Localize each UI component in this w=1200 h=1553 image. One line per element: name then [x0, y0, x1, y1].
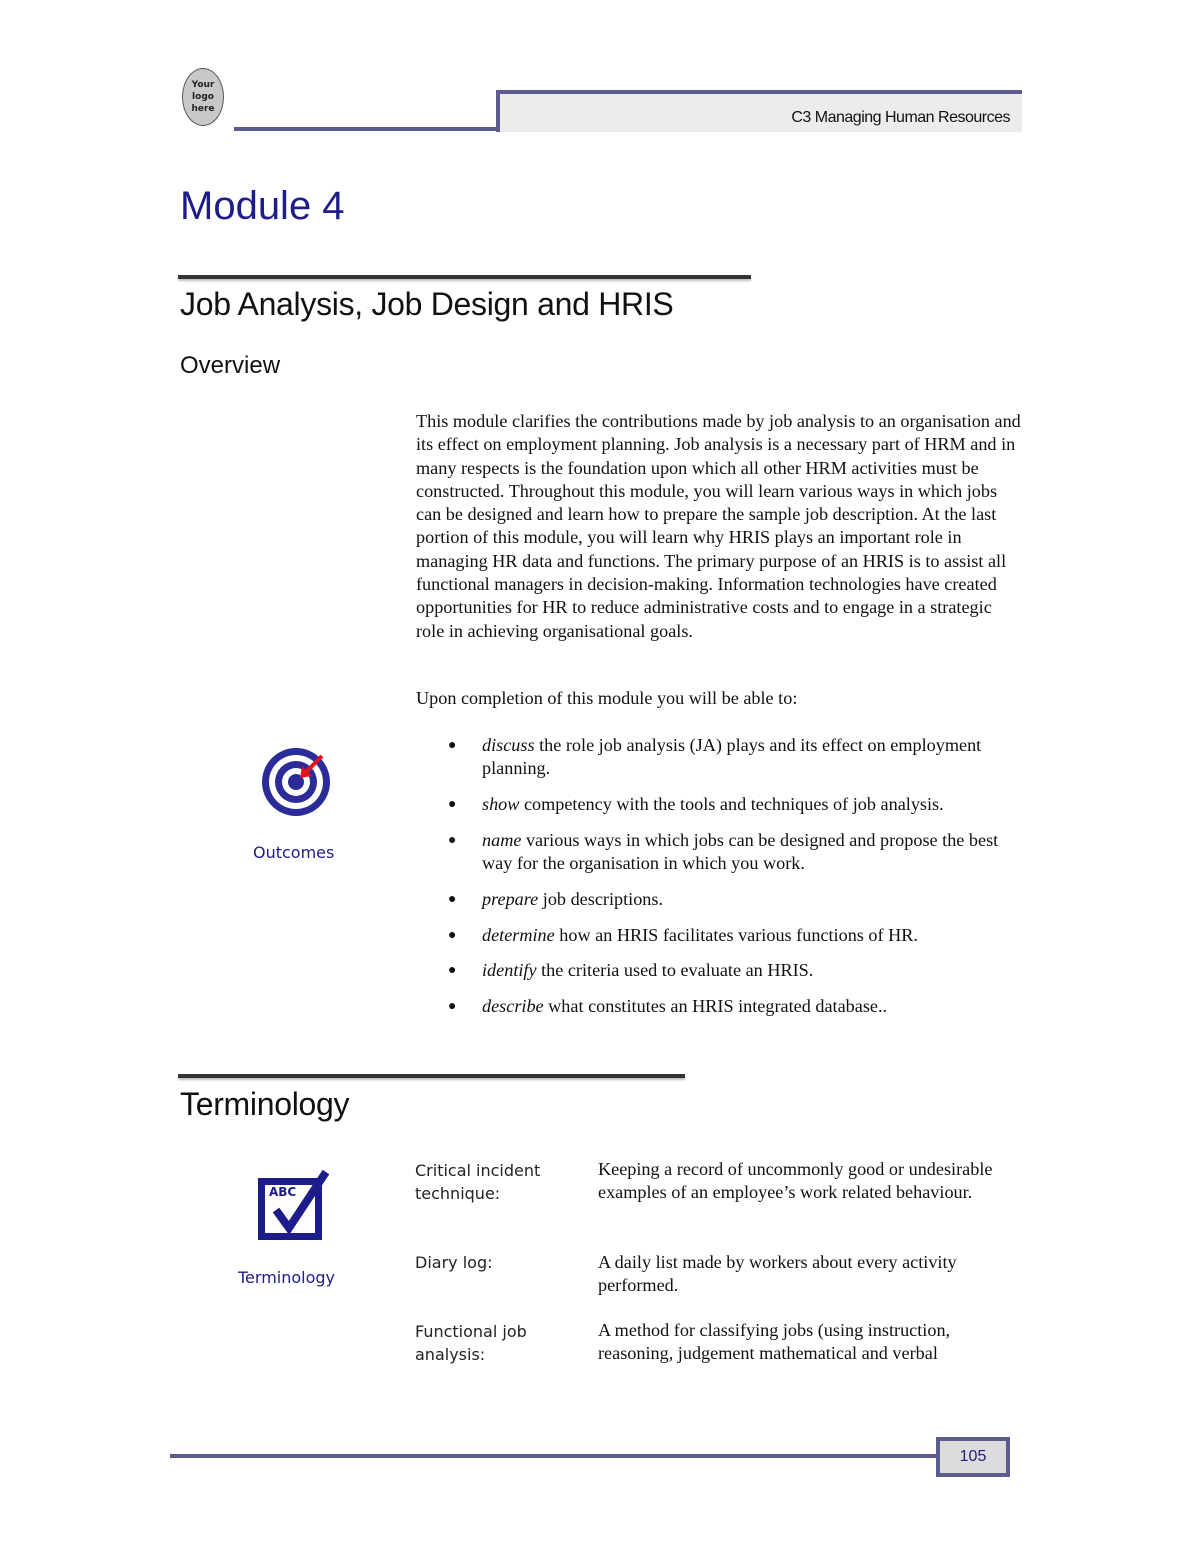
term-definition: Keeping a record of uncommonly good or undesirable examples of an employee’s work related behaviour. — [598, 1159, 993, 1203]
terminology-heading: Terminology — [180, 1086, 350, 1122]
outcome-text: how an HRIS facilitates various functions of HR. — [559, 924, 918, 945]
bullet-icon: ● — [448, 796, 457, 812]
outcome-text: job descriptions. — [542, 889, 664, 910]
term-label: Functional job analysis: — [415, 1322, 527, 1364]
outcome-text: various ways in which jobs can be designed and propose the best way for the organisation in which you work. — [482, 829, 999, 874]
header-rule-left — [234, 127, 500, 131]
outcome-text: competency with the tools and techniques of job analysis. — [523, 793, 944, 814]
term-label: Diary log: — [415, 1253, 493, 1272]
overview-paragraph: This module clarifies the contributions made by job analysis to an organisation and its effect on employment planning. Job analysis is a necessary part of HRM and in many respects is the foundation upon which all other HRM activities must be constructed. Throughout this module, you will learn various ways in which jobs can be designed and learn how to prepare the sample job description. At the last portion of this module, you will learn why HRIS plays an important role in managing HR data and functions. The primary purpose of an HRIS is to assist all functional managers in decision-making. Information technologies have created opportunities for HR to reduce administrative costs and to engage in a strategic role in achieving organisational goals. — [416, 411, 1021, 641]
page-number-text: 105 — [959, 1448, 987, 1465]
list-item — [448, 734, 1018, 781]
logo-text-line: logo — [192, 92, 214, 102]
outcome-text: the role job analysis (JA) plays and its effect on employment planning. — [482, 735, 982, 779]
term-label: Critical incident technique: — [415, 1161, 541, 1203]
section-title: Job Analysis, Job Design and HRIS — [180, 286, 674, 322]
section-divider — [178, 275, 751, 279]
bullet-icon: ● — [448, 963, 457, 979]
outcome-verb: determine — [482, 924, 555, 945]
section-divider — [178, 1074, 685, 1078]
list-item — [448, 959, 1018, 982]
list-item — [448, 829, 1018, 876]
outcomes-list — [448, 734, 1018, 1019]
target-icon — [256, 744, 336, 824]
terminology-caption: Terminology — [238, 1268, 336, 1287]
term-definition: A method for classifying jobs (using instruction, reasoning, judgement mathematical and verbal — [598, 1320, 951, 1364]
logo-placeholder — [182, 68, 224, 126]
outcome-text: the criteria used to evaluate an HRIS. — [541, 960, 814, 981]
abc-checkbox-icon — [256, 1170, 330, 1242]
list-item — [448, 793, 1018, 816]
outcome-verb: show — [482, 793, 520, 814]
list-item — [448, 995, 1018, 1018]
bullet-icon: ● — [448, 892, 457, 908]
abc-icon-text: ABC — [269, 1185, 297, 1199]
outcomes-intro: Upon completion of this module you will be able to: — [416, 688, 798, 708]
logo-text-line: Your — [191, 80, 215, 90]
bullet-icon: ● — [448, 738, 457, 753]
page-number — [936, 1437, 1010, 1477]
outcomes-caption: Outcomes — [253, 843, 335, 862]
outcome-verb: prepare — [482, 889, 539, 910]
logo-text-line: here — [191, 104, 215, 114]
bullet-icon: ● — [448, 999, 457, 1015]
outcome-verb: name — [482, 829, 522, 850]
term-definition: A daily list made by workers about every activity performed. — [598, 1252, 957, 1296]
outcome-text: what constitutes an HRIS integrated database.. — [548, 996, 888, 1017]
footer-rule — [170, 1454, 940, 1458]
overview-heading: Overview — [180, 352, 281, 379]
outcome-verb: identify — [482, 960, 537, 981]
bullet-icon: ● — [448, 927, 457, 943]
course-title: C3 Managing Human Resources — [791, 109, 1010, 126]
outcome-verb: discuss — [482, 735, 535, 755]
list-item — [448, 924, 1018, 947]
list-item — [448, 888, 1018, 911]
outcome-verb: describe — [482, 996, 544, 1017]
bullet-icon: ● — [448, 832, 457, 848]
module-title: Module 4 — [180, 184, 345, 228]
